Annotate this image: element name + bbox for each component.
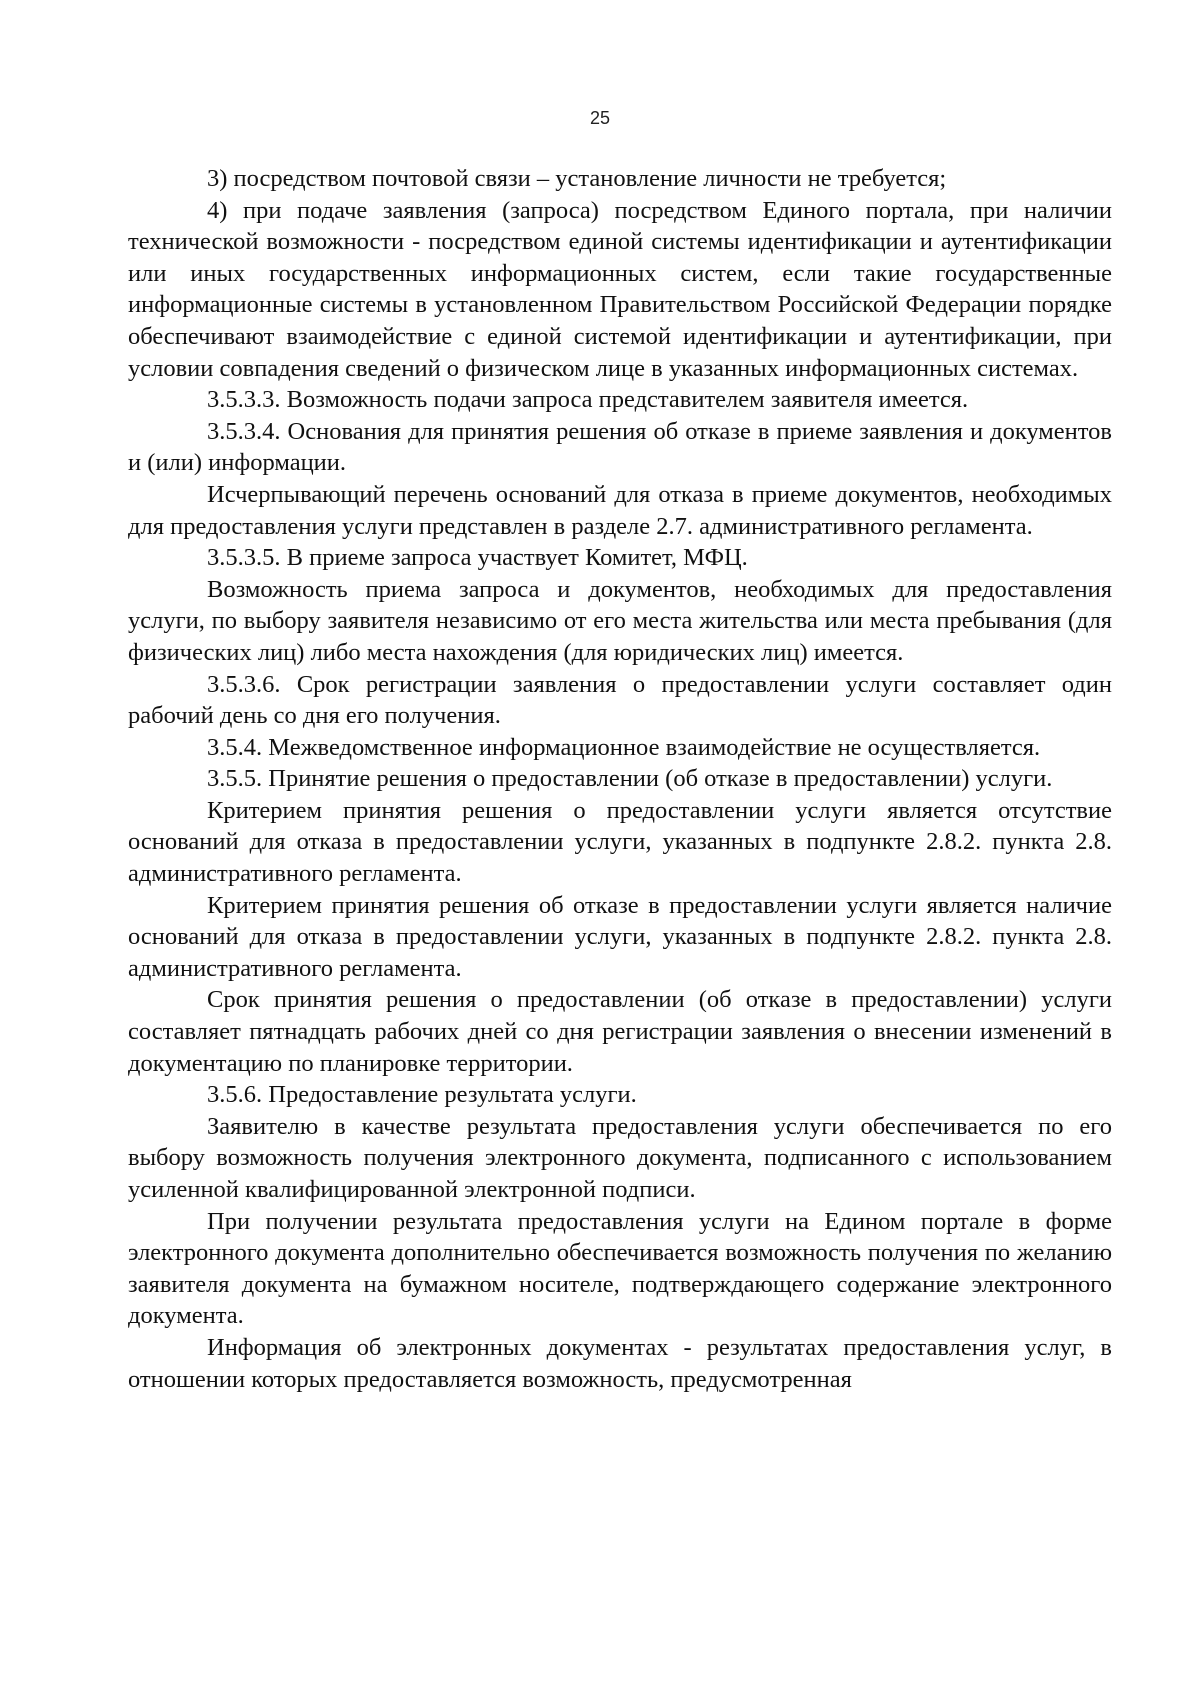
paragraph-postal-identification: 3) посредством почтовой связи – установление личности не требуется;: [207, 165, 947, 192]
paragraph-electronic-documents-info: Информация об электронных документах - результатах предоставления услуг, в отношении которых предоставляется возможность, предусмотренная: [128, 1333, 1112, 1393]
paragraph-unified-portal-identification: 4) при подаче заявления (запроса) посредством Единого портала, при наличии технической возможности - посредством единой системы идентификации и аутентификации или иных государственных информационных систем, если такие государственные информационные системы в установленном Правительством Российской Федерации порядке обеспечивают взаимодействие с единой системой идентификации и аутентификации, при условии совпадения сведений о физическом лице в указанных информационных системах.: [128, 196, 1112, 382]
paragraph-paper-copy: При получении результата предоставления услуги на Едином портале в форме электронного документа дополнительно обеспечивается возможность получения по желанию заявителя документа на бумажном носителе, подтверждающего содержание электронного документа.: [128, 1207, 1112, 1330]
page-number: 25: [589, 108, 611, 128]
paragraph-3-5-3-6: 3.5.3.6. Срок регистрации заявления о предоставлении услуги составляет один рабочий день со дня его получения.: [128, 670, 1112, 730]
paragraph-approval-criterion: Критерием принятия решения о предоставлении услуги является отсутствие оснований для отказа в предоставлении услуги, указанных в подпункте 2.8.2. пункта 2.8. административного регламента.: [128, 796, 1112, 888]
paragraph-3-5-5: 3.5.5. Принятие решения о предоставлении (об отказе в предоставлении) услуги.: [207, 765, 1053, 793]
paragraph-3-5-3-5: 3.5.3.5. В приеме запроса участвует Комитет, МФЦ.: [207, 544, 748, 572]
paragraph-electronic-result: Заявителю в качестве результата предоставления услуги обеспечивается по его выбору возможность получения электронного документа, подписанного с использованием усиленной квалифицированной электронной подписи.: [128, 1112, 1112, 1203]
paragraph-refusal-grounds-list: Исчерпывающий перечень оснований для отказа в приеме документов, необходимых для предоставления услуги представлен в разделе 2.7. административного регламента.: [128, 480, 1112, 540]
paragraph-request-acceptance-possibility: Возможность приема запроса и документов, необходимых для предоставления услуги, по выбору заявителя независимо от его места жительства или места пребывания (для физических лиц) либо места нахождения (для юридических лиц) имеется.: [128, 575, 1112, 666]
paragraph-refusal-criterion: Критерием принятия решения об отказе в предоставлении услуги является наличие оснований для отказа в предоставлении услуги, указанных в подпункте 2.8.2. пункта 2.8. административного регламента.: [128, 891, 1112, 982]
document-body: [128, 163, 1112, 1395]
paragraph-3-5-6: 3.5.6. Предоставление результата услуги.: [207, 1081, 637, 1109]
paragraph-3-5-3-3: 3.5.3.3. Возможность подачи запроса представителем заявителя имеется.: [207, 386, 969, 414]
paragraph-decision-deadline: Срок принятия решения о предоставлении (об отказе в предоставлении) услуги составляет пятнадцать рабочих дней со дня регистрации заявления о внесении изменений в документацию по планировке территории.: [128, 986, 1112, 1077]
paragraph-3-5-3-4: 3.5.3.4. Основания для принятия решения об отказе в приеме заявления и документов и (или) информации.: [128, 417, 1112, 477]
paragraph-3-5-4: 3.5.4. Межведомственное информационное взаимодействие не осуществляется.: [207, 733, 1041, 761]
